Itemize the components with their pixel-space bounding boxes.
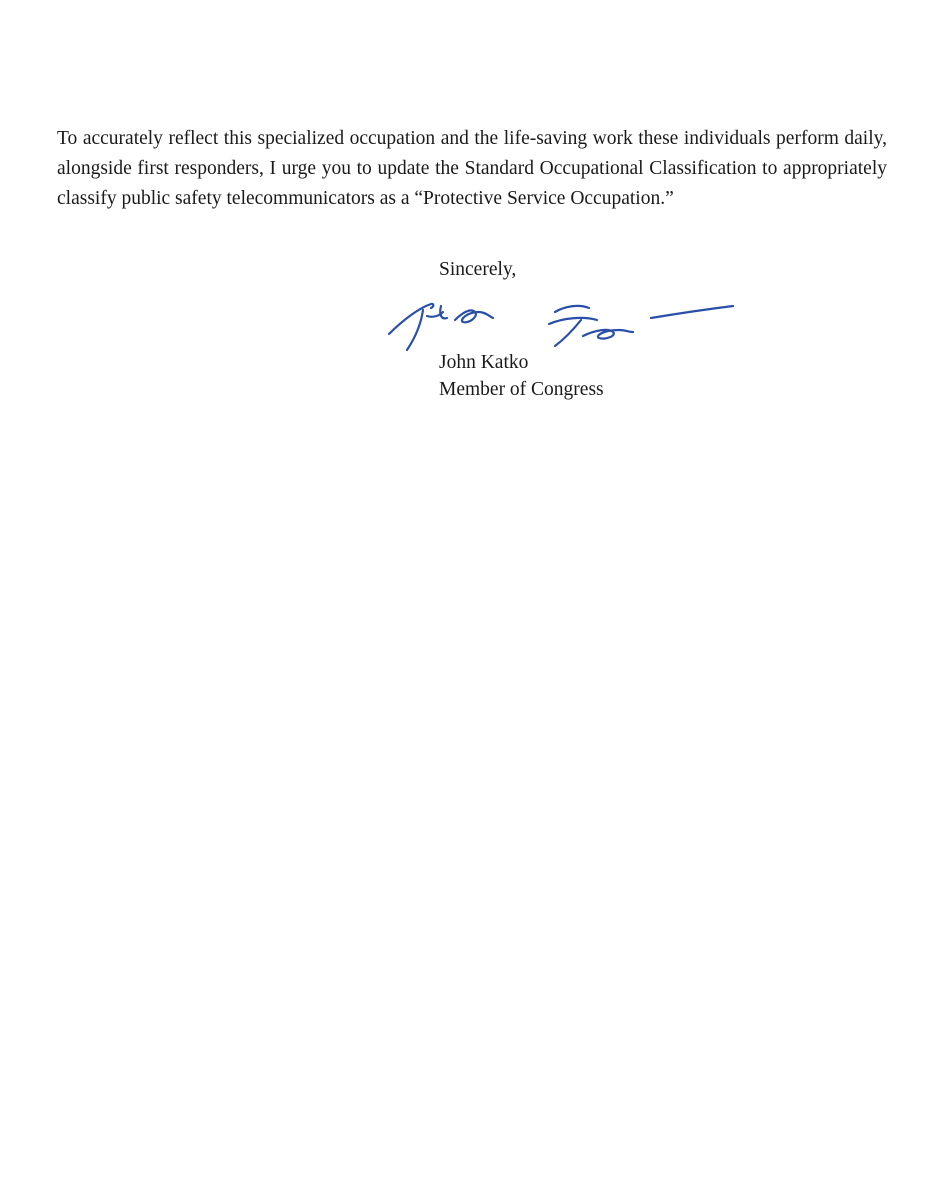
letter-body-paragraph: To accurately reflect this specialized occupation and the life-saving work these individuals perform daily, alongside first responders, I urge you to update the Standard Occupational Classification to appropriately classify public safety telecommunicators as a “Protective Service Occupation.”: [57, 128, 887, 209]
letter-closing: Sincerely,: [439, 259, 517, 280]
handwritten-signature: [383, 290, 743, 360]
signer-name: John Katko: [439, 352, 529, 373]
signature-strokes: [389, 304, 733, 350]
signer-title: Member of Congress: [439, 379, 604, 400]
